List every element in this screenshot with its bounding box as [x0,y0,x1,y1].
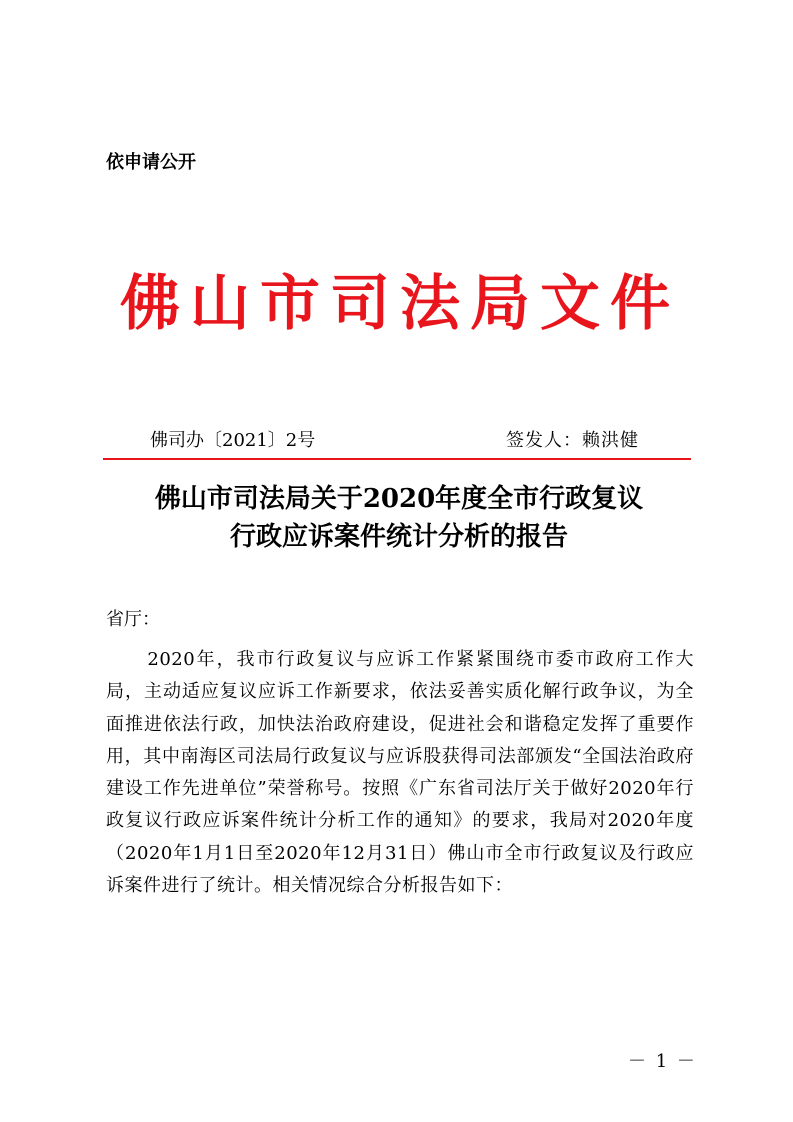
page-number: － 1 － [628,1051,697,1072]
salutation: 省厅： [106,609,160,630]
body-paragraph: 2020年，我市行政复议与应诉工作紧紧围绕市委市政府工作大局，主动适应复议应诉工作新要求，依法妥善实质化解行政争议，为全面推进依法行政，加快法治政府建设，促进社会和谐稳定发挥了重要作用，其中南海区司法局行政复议与应诉股获得司法部颁发“全国法治政府建设工作先进单位”荣誉称号。按照《广东省司法厅关于做好2020年行政复议行政应诉案件统计分析工作的通知》的要求，我局对2020年度（2020年1月1日至2020年12月31日）佛山市全市行政复议及行政应诉案件进行了统计。相关情况综合分析报告如下： [106,649,694,897]
signer: 签发人：赖洪健 [506,430,639,451]
issuer-header: 佛山市司法局文件 [120,269,680,339]
document-number: 佛司办〔2021〕2号 [150,430,316,451]
document-title [104,480,694,556]
red-divider [103,458,691,460]
title-line-1: 佛山市司法局关于2020年度全市行政复议 [154,484,644,514]
title-line-2: 行政应诉案件统计分析的报告 [229,522,568,552]
disclosure-label: 依申请公开 [106,152,196,173]
